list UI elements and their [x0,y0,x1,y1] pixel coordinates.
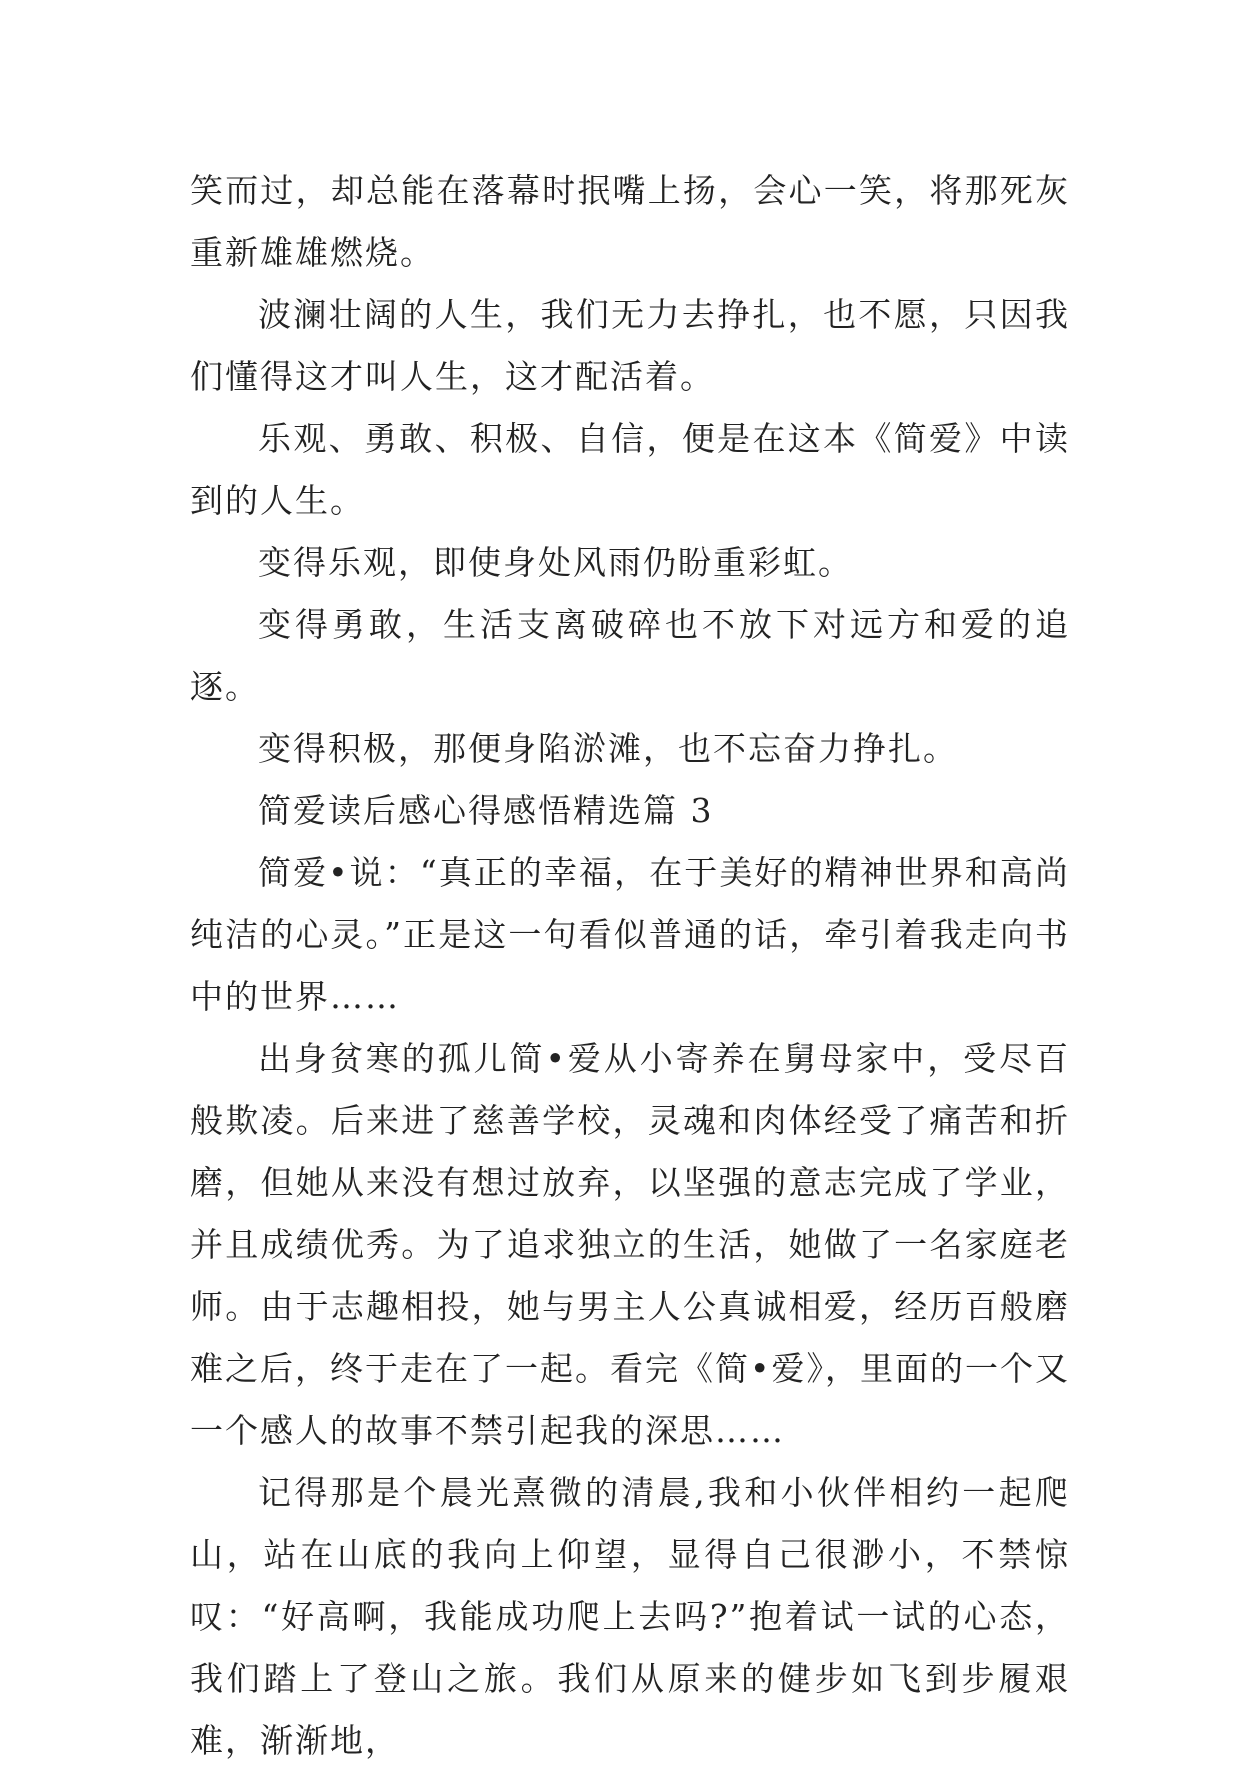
paragraph: 变得积极，那便身陷淤滩，也不忘奋力挣扎。 [258,729,958,768]
paragraph: 变得乐观，即使身处风雨仍盼重彩虹。 [258,543,853,582]
section-title: 简爱读后感心得感悟精选篇 3 [258,791,714,830]
paragraph: 波澜壮阔的人生，我们无力去挣扎，也不愿，只因我们懂得这才叫人生，这才配活着。 [190,295,1070,396]
paragraph: 简爱•说：“真正的幸福，在于美好的精神世界和高尚纯洁的心灵。”正是这一句看似普通的话，牵引着我走向书中的世界…… [190,853,1070,1016]
paragraph-continuation: 笑而过，却总能在落幕时抿嘴上扬，会心一笑，将那死灰重新雄雄燃烧。 [190,171,1070,272]
paragraph: 出身贫寒的孤儿简•爱从小寄养在舅母家中，受尽百般欺凌。后来进了慈善学校，灵魂和肉体经受了痛苦和折磨，但她从来没有想过放弃，以坚强的意志完成了学业，并且成绩优秀。为了追求独立的生活，她做了一名家庭老师。由于志趣相投，她与男主人公真诚相爱，经历百般磨难之后，终于走在了一起。看完《简•爱》，里面的一个又一个感人的故事不禁引起我的深思…… [190,1039,1070,1450]
paragraph: 记得那是个晨光熹微的清晨,我和小伙伴相约一起爬山，站在山底的我向上仰望，显得自己很渺小，不禁惊叹：“好高啊，我能成功爬上去吗?”抱着试一试的心态，我们踏上了登山之旅。我们从原来的健步如飞到步履艰难，渐渐地， [190,1473,1070,1760]
document-body [190,160,1070,1772]
paragraph: 变得勇敢，生活支离破碎也不放下对远方和爱的追逐。 [190,605,1070,706]
paragraph: 乐观、勇敢、积极、自信，便是在这本《简爱》中读到的人生。 [190,419,1070,520]
